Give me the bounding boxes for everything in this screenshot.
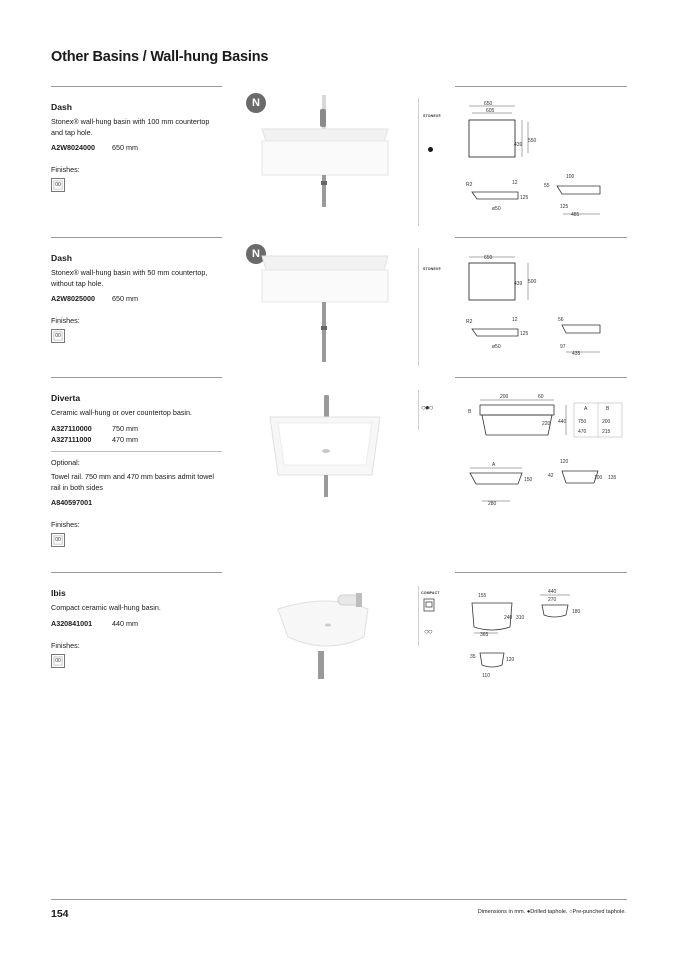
- dim-d7: 180: [572, 609, 581, 615]
- separator: [418, 390, 419, 430]
- finishes-label: Finishes:: [51, 640, 80, 650]
- product-code: A320841001: [51, 618, 93, 628]
- technical-drawing: [462, 389, 624, 509]
- dim-t2: 125: [520, 195, 529, 201]
- product-code-row: [51, 434, 222, 445]
- separator: [418, 248, 419, 366]
- dim-diam: ø50: [492, 344, 501, 350]
- drilled-label: Drilled taphole.: [530, 909, 568, 915]
- section-rule-right: [455, 237, 627, 238]
- dim-depth-inner: 439: [514, 142, 523, 148]
- dim-depth: 550: [528, 138, 537, 144]
- section-rule-left: [51, 572, 222, 573]
- new-badge: N: [246, 244, 266, 264]
- dim-width: 650: [484, 255, 493, 261]
- table-head-b: B: [606, 406, 610, 412]
- product-code: A2W8024000: [51, 143, 95, 152]
- dim-t1: 12: [512, 317, 518, 323]
- dim-d8: 135: [608, 475, 617, 481]
- dim-d4: 365: [480, 632, 489, 638]
- dim-d1: 220: [542, 421, 551, 427]
- section-rule-right: [455, 572, 627, 573]
- product-code-row: [51, 142, 222, 153]
- dim-d7: 100: [594, 475, 603, 481]
- optional-label: Optional:: [51, 457, 80, 467]
- product-description: Stonex® wall-hung basin with 100 mm countertop and tap hole.: [51, 117, 210, 137]
- dim-h2: 97: [560, 344, 566, 350]
- product-description: Compact ceramic wall-hung basin.: [51, 603, 161, 612]
- table-cell: 470: [578, 429, 587, 435]
- dim-d6: 42: [548, 473, 554, 479]
- page-number: 154: [51, 908, 69, 920]
- product-code-row: [51, 618, 222, 629]
- product-dash-100: [51, 102, 222, 192]
- product-name: Ibis: [51, 588, 66, 598]
- dim-d8: 35: [470, 654, 476, 660]
- product-size: 650 mm: [112, 294, 138, 303]
- dim-d2: 440: [558, 419, 567, 425]
- dim-diam: ø50: [492, 206, 501, 212]
- dim-depth: 500: [528, 279, 537, 285]
- dim-radius: R2: [466, 319, 473, 325]
- header-rule-right: [455, 86, 627, 87]
- dim-b: B: [468, 409, 472, 415]
- dim-h1: 100: [566, 174, 575, 180]
- dim-h4: 485: [571, 212, 580, 218]
- product-code-row: [51, 293, 222, 304]
- section-rule-right: [455, 377, 627, 378]
- dim-d5: 120: [560, 459, 569, 465]
- product-code: A327111000: [51, 434, 92, 444]
- product-description: Ceramic wall-hung or over countertop basin.: [51, 408, 193, 417]
- section-rule-left: [51, 377, 222, 378]
- stonex-label: STONEX®: [423, 114, 442, 118]
- table-cell: 200: [602, 419, 611, 425]
- separator: [418, 98, 419, 226]
- table-head-a: A: [584, 406, 588, 412]
- finish-swatch[interactable]: 00: [51, 654, 65, 668]
- dim-a: A: [492, 462, 496, 468]
- table-cell: 215: [602, 429, 611, 435]
- header-rule-left: [51, 86, 222, 87]
- product-code: A327110000: [51, 423, 92, 433]
- dim-inner: 605: [486, 108, 495, 114]
- footer-rule: [51, 899, 627, 900]
- product-dash-50: [51, 253, 222, 343]
- dim-width: 650: [484, 101, 493, 107]
- product-name: Dash: [51, 253, 73, 263]
- product-description: Stonex® wall-hung basin with 50 mm countertop, without tap hole.: [51, 268, 208, 288]
- optional-description: Towel rail. 750 mm and 470 mm basins admit towel rail in both sides: [51, 472, 214, 492]
- new-badge: N: [246, 93, 266, 113]
- dim-w1: 200: [500, 394, 509, 400]
- stonex-label: STONEX®: [423, 267, 442, 271]
- prepunched-label: Pre-punched taphole.: [572, 909, 626, 915]
- technical-drawing: [462, 251, 622, 363]
- product-code-row: [51, 423, 222, 434]
- dim-w2: 60: [538, 394, 544, 400]
- dim-d6: 270: [548, 597, 557, 603]
- technical-drawing: [462, 585, 592, 685]
- product-photo: [250, 95, 400, 213]
- dim-h2: 55: [544, 183, 550, 189]
- product-code: A2W8025000: [51, 294, 95, 303]
- prepunched-taphole-icon: ○○: [424, 627, 432, 636]
- dim-d1: 155: [478, 593, 487, 599]
- dim-t2: 125: [520, 331, 529, 337]
- dim-d3: 150: [524, 477, 533, 483]
- finishes-label: Finishes:: [51, 316, 80, 325]
- dim-d9: 120: [506, 657, 515, 663]
- dim-d4: 280: [488, 501, 497, 507]
- footer-note: [478, 909, 626, 915]
- dim-d5: 440: [548, 589, 557, 595]
- section-rule-left: [51, 237, 222, 238]
- finish-swatch[interactable]: 00: [51, 329, 65, 343]
- product-size: 440 mm: [112, 618, 138, 628]
- finishes-label: Finishes:: [51, 165, 80, 174]
- product-name: Dash: [51, 102, 73, 112]
- optional-code: [51, 497, 222, 508]
- dim-depth-inner: 439: [514, 281, 523, 287]
- product-ibis: [51, 588, 222, 668]
- finish-swatch[interactable]: 00: [51, 533, 65, 547]
- page-title: Other Basins / Wall-hung Basins: [51, 49, 269, 65]
- dim-d2: 240: [504, 615, 513, 621]
- footer-note-prefix: Dimensions in mm.: [477, 909, 526, 915]
- product-photo: [268, 585, 388, 683]
- finishes-label: Finishes:: [51, 520, 80, 529]
- product-photo: [250, 248, 400, 366]
- dim-d10: 110: [482, 673, 490, 679]
- compact-label: COMPACT: [421, 591, 440, 595]
- separator: [418, 586, 419, 646]
- dim-radius: R2: [466, 182, 473, 188]
- technical-drawing: [462, 100, 622, 222]
- product-size: 750 mm: [112, 423, 138, 433]
- drilled-taphole-icon: ●: [526, 909, 531, 915]
- drilled-taphole-icon: [428, 147, 433, 152]
- dim-d3: 310: [516, 615, 525, 621]
- prepunched-taphole-icon: ○: [569, 909, 573, 915]
- dim-t1: 12: [512, 180, 518, 186]
- optional-divider: [51, 451, 222, 452]
- product-diverta: [51, 393, 222, 547]
- dim-h1: 56: [558, 317, 564, 323]
- product-photo: [260, 393, 390, 499]
- dim-h3: 435: [572, 351, 581, 357]
- product-size: 650 mm: [112, 143, 138, 152]
- product-size: 470 mm: [112, 434, 138, 444]
- compact-icon: [423, 598, 435, 612]
- product-code: A840597001: [51, 498, 93, 507]
- dim-h3: 125: [560, 204, 569, 210]
- taphole-options-icon: ○●○: [421, 403, 433, 412]
- product-name: Diverta: [51, 393, 81, 403]
- table-cell: 750: [578, 419, 587, 425]
- finish-swatch[interactable]: 00: [51, 178, 65, 192]
